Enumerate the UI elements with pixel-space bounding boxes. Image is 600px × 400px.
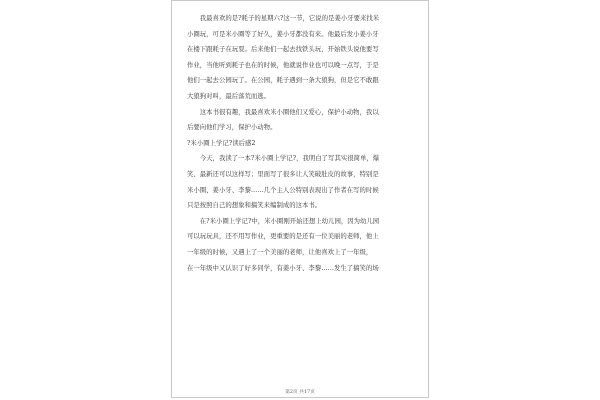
text-line: 只是按照自己的想象和搞笑来编制成的这本书。 — [187, 201, 322, 210]
text-line: 米小圈、姜小牙、李黎……几个主人公特别表现出了作者在写的时候 — [187, 185, 379, 194]
section-heading: ?米小圈上学记?读后感2 — [187, 138, 256, 147]
page-text — [187, 11, 419, 276]
text-line: 大狼狗对叫，最后落荒而逃。 — [187, 91, 271, 100]
page-number: 第2页 共17页 — [285, 390, 315, 395]
text-line: 在楼下跟耗子在玩耍。后来他们一起去找铁头玩，开始铁头说他要写 — [187, 45, 379, 54]
text-line: 笑、最新还可以这样写；里面写了很多让人笑破肚皮的故事，特别是 — [187, 169, 379, 178]
text-line: 在一年级中又认识了好多同学，有姜小牙、李黎……发生了搞笑的场 — [187, 263, 379, 272]
text-line: 作业，当他听到耗子也在的时候，他就说作业也可以晚一点写，于是 — [187, 60, 379, 69]
text-line: 在?米小圈上学记?中，米小圈刚开始还想上幼儿园，因为幼儿园 — [187, 216, 380, 225]
text-line: 可以玩玩具，还不用写作业，更重要的是还有一位美丽的老师，他上 — [187, 232, 379, 241]
text-line: 小圈玩，可是米小圈等了好久，姜小牙都没有来。他最后发小姜小牙 — [187, 29, 379, 38]
text-line: 这本书很有趣，我最喜欢米小圈他们又爱心，保护小动物，我以 — [187, 107, 379, 116]
text-line: 一年级的时候，又遇上了一个美丽的老师，让他喜欢上了一年级， — [187, 247, 373, 256]
text-line: 后要向他们学习，保护小动物。 — [187, 123, 277, 132]
text-line: 我最喜欢的是?耗子的星期六?这一节，它说的是姜小牙要来找米 — [187, 14, 380, 22]
document-page — [171, 0, 429, 398]
text-line: 今天，我读了一本?米小圈上学记?，我明白了写其实很简单，爆 — [187, 154, 380, 163]
text-line: 他们一起去公园玩了。在公园，耗子遇到一条大狼狗，但是它不敢跟 — [187, 76, 379, 85]
